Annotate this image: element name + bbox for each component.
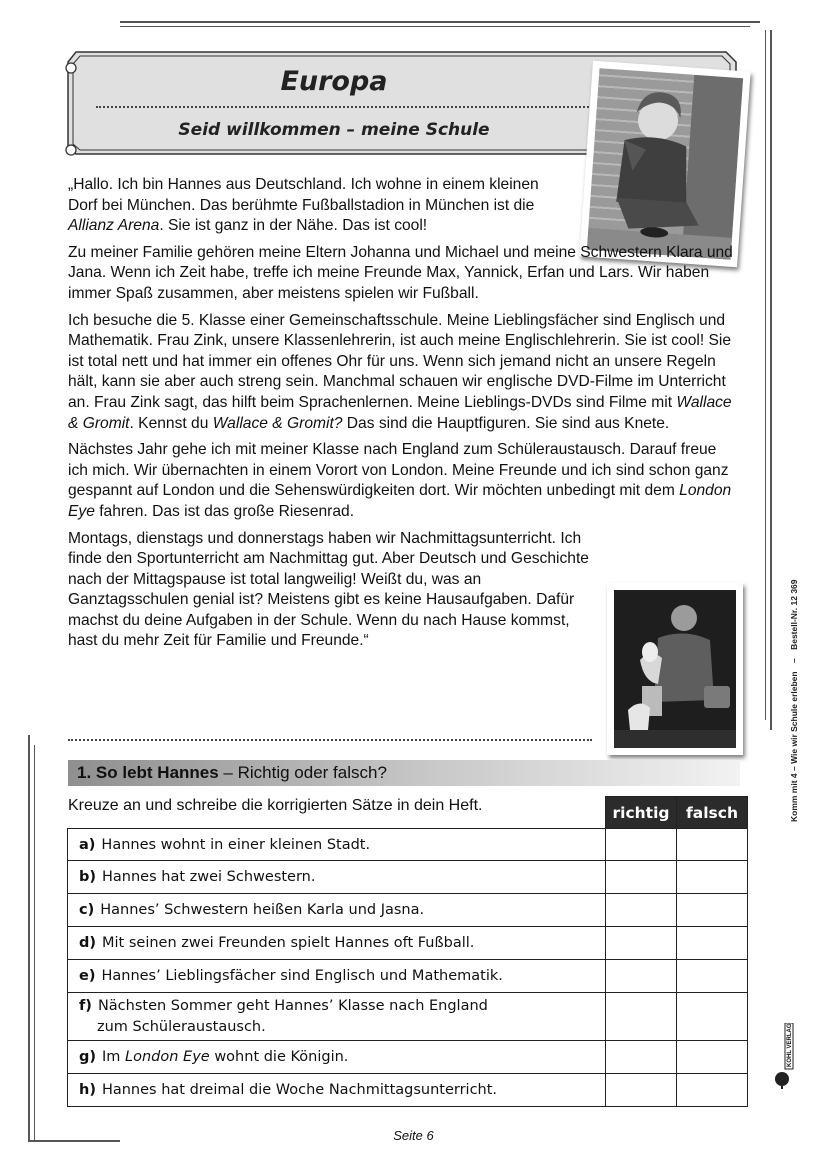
checkbox-falsch-e[interactable] — [677, 960, 748, 993]
checkbox-falsch-d[interactable] — [677, 927, 748, 960]
checkbox-richtig-b[interactable] — [606, 861, 677, 894]
statement-e — [68, 960, 606, 993]
checkbox-richtig-e[interactable] — [606, 960, 677, 993]
checkbox-richtig-g[interactable] — [606, 1041, 677, 1074]
item-text: Hannes’ Lieblingsfächer sind Englisch und Mathematik. — [101, 968, 503, 984]
story-text: Zu meiner Familie gehören meine Eltern Johanna und Michael und meine Schwestern Klara und Jana. Wenn ich Zeit habe, treffe ich meine Freunde Max, Yannick, Erfan und Lars. Wir haben immer Spaß zusammen, aber meistens spielen wir Fußball. — [68, 243, 733, 302]
publisher-name: KOHL VERLAG — [787, 1023, 793, 1067]
story-text: Nächstes Jahr gehe ich mit meiner Klasse nach England zum Schüleraustausch. Darauf freue ich mich. Wir übernachten in einem Vorort von London. Meine Freunde und ich sind schon ganz gespannt auf London und die Sehenswürdigkeiten dort. Wir möchten unbedingt mit dem — [68, 441, 729, 500]
item-text: Mit seinen zwei Freunden spielt Hannes oft Fußball. — [102, 935, 475, 951]
clay-figures-illustration — [614, 590, 736, 748]
page-subtitle: Seid willkommen – meine Schule — [178, 120, 490, 140]
table-row — [68, 1074, 748, 1107]
story-end-divider — [68, 739, 592, 741]
true-false-table — [67, 796, 748, 1107]
item-letter: h) — [79, 1082, 96, 1098]
task-heading — [77, 763, 387, 783]
story-paragraph-1 — [68, 175, 562, 237]
frame-top-line-inner — [120, 26, 750, 27]
task-number-title: 1. So lebt Hannes — [77, 763, 219, 782]
item-letter: b) — [79, 869, 97, 885]
story-paragraph-4 — [68, 440, 740, 522]
table-row — [68, 894, 748, 927]
frame-right-line — [770, 30, 772, 730]
checkbox-falsch-c[interactable] — [677, 894, 748, 927]
statement-g — [68, 1041, 606, 1074]
story-paragraph-5 — [68, 529, 596, 653]
table-row — [68, 861, 748, 894]
side-order-number — [789, 580, 799, 823]
statement-a — [68, 829, 606, 861]
checkbox-richtig-h[interactable] — [606, 1074, 677, 1107]
item-letter: f) — [79, 997, 92, 1014]
task-heading-rest: – Richtig oder falsch? — [218, 763, 387, 782]
item-text: Hannes’ Schwestern heißen Karla und Jasna. — [100, 902, 425, 918]
frame-left-line-inner — [34, 745, 35, 1140]
frame-left-line — [28, 735, 30, 1140]
publisher-logo — [773, 1023, 795, 1091]
checkbox-richtig-d[interactable] — [606, 927, 677, 960]
item-text: Hannes hat zwei Schwestern. — [102, 869, 316, 885]
side-book-title: Komm mit 4 – Wie wir Schule erleben — [789, 671, 799, 822]
column-richtig: richtig — [606, 797, 677, 829]
item-letter: g) — [79, 1049, 97, 1065]
checkbox-richtig-c[interactable] — [606, 894, 677, 927]
story-paragraph-3 — [68, 311, 740, 435]
statement-c — [68, 894, 606, 927]
story-text: . Kennst du — [129, 414, 213, 432]
page-number: Seite 6 — [393, 1128, 434, 1143]
item-text: Hannes wohnt in einer kleinen Stadt. — [101, 836, 371, 853]
column-falsch: falsch — [677, 797, 748, 829]
item-letter: c) — [79, 902, 95, 918]
story-paragraph-2 — [68, 243, 740, 305]
story-emphasis: London Eye — [68, 482, 732, 520]
table-row — [68, 993, 748, 1041]
story-text: „Hallo. Ich bin Hannes aus Deutschland. Ich wohne in einem kleinen Dorf bei München. Das berühmte Fußballstadion in München ist die — [68, 176, 539, 214]
story-emphasis: Wallace & Gromit — [68, 393, 732, 432]
item-letter: e) — [79, 968, 96, 984]
table-header-blank — [68, 797, 606, 829]
checkbox-richtig-f[interactable] — [606, 993, 677, 1041]
frame-right-line-inner — [765, 30, 766, 720]
photo-wallace-gromit — [607, 583, 743, 755]
item-emphasis: London Eye — [125, 1049, 210, 1065]
statement-d — [68, 927, 606, 960]
checkbox-richtig-a[interactable] — [606, 829, 677, 861]
checkbox-falsch-h[interactable] — [677, 1074, 748, 1107]
story-text: Montags, dienstags und donnerstags haben wir Nachmittagsunterricht. Ich finde den Sportunterricht am Nachmittag gut. Aber Deutsch und Geschichte nach der Mittagspause ist total langweilig! Weißt du, was an Ganztagsschulen genial ist? Meistens gibt es keine Hausaufgaben. Dafür machst du deine Aufgaben in der Schule. Wenn du nach Hause kommst, hast du mehr Zeit für Familie und Freunde.“ — [68, 529, 589, 650]
side-order-text: Bestell-Nr. 12 369 — [789, 579, 799, 650]
statement-h — [68, 1074, 606, 1107]
story-text: Das sind die Hauptfiguren. Sie sind aus Knete. — [342, 414, 670, 432]
story-text: Ich besuche die 5. Klasse einer Gemeinschaftsschule. Meine Lieblingsfächer sind Englisch und Mathematik. Frau Zink, unsere Klassenlehrerin, ist auch meine Englischlehrerin. Sie ist cool! Sie ist total nett und hat immer ein offenes Ohr für uns. Wenn sich jemand nicht an unsere Regeln hält, kann sie aber auch streng sein. Manchmal schauen wir englische DVD-Filme im Unterricht an. Frau Zink sagt, das hilft beim Sprachenlernen. Meine Lieblings-DVDs sind Filme mit — [68, 311, 732, 411]
item-text: Hannes hat dreimal die Woche Nachmittagsunterricht. — [101, 1082, 498, 1098]
item-text-end: wohnt die Königin. — [209, 1049, 349, 1065]
item-text-continued: zum Schüleraustausch. — [97, 1018, 266, 1035]
table-row — [68, 1041, 748, 1074]
statement-b — [68, 861, 606, 894]
page-title: Europa — [280, 66, 388, 97]
story-text: fahren. Das ist das große Riesenrad. — [94, 502, 355, 520]
task-header-bar — [68, 760, 740, 786]
checkbox-falsch-b[interactable] — [677, 861, 748, 894]
item-text: Im — [102, 1049, 126, 1065]
story-text: . Sie ist ganz in der Nähe. Das ist cool! — [159, 217, 428, 235]
story-emphasis: Allianz Arena — [68, 217, 160, 235]
table-row — [68, 927, 748, 960]
table-row — [68, 829, 748, 861]
table-row — [68, 960, 748, 993]
item-text: Nächsten Sommer geht Hannes’ Klasse nach England — [97, 997, 488, 1014]
story-emphasis: Wallace & Gromit? — [212, 414, 343, 432]
side-dash: – — [789, 658, 799, 664]
frame-top-line — [120, 21, 760, 23]
checkbox-falsch-f[interactable] — [677, 993, 748, 1041]
table-header-row — [68, 797, 748, 829]
item-letter: a) — [79, 836, 96, 853]
task-instruction: Kreuze an und schreibe die korrigierten Sätze in dein Heft. — [68, 797, 483, 814]
item-letter: d) — [79, 935, 97, 951]
checkbox-falsch-a[interactable] — [677, 829, 748, 861]
statement-f — [68, 993, 606, 1041]
title-divider — [96, 106, 596, 108]
checkbox-falsch-g[interactable] — [677, 1041, 748, 1074]
